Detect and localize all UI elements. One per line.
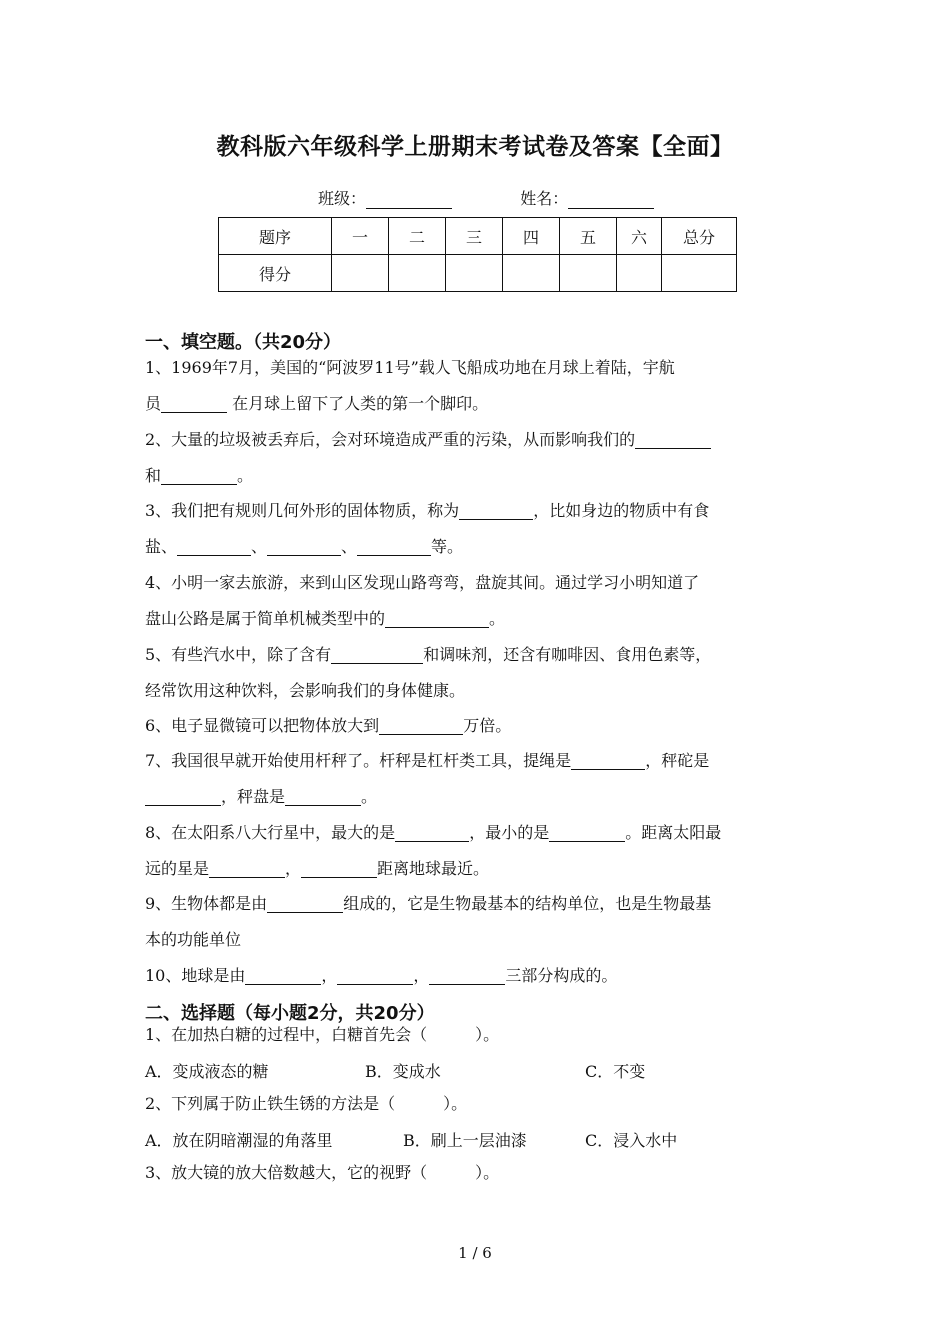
question-text: 员 <box>145 394 162 413</box>
question-1-5 <box>145 637 805 709</box>
question-text: ， <box>413 966 430 985</box>
question-text: 等。 <box>431 537 464 556</box>
question-text: 万倍。 <box>463 716 512 735</box>
question-text: ，秤盘是 <box>221 787 286 806</box>
row-label-cell: 得分 <box>219 255 332 292</box>
question-1-9 <box>145 886 805 958</box>
section-heading-multiple-choice: 二、选择题（每小题2分，共20分） <box>145 1003 435 1024</box>
question-text: ，秤砣是 <box>645 751 710 770</box>
score-cell[interactable] <box>389 255 446 292</box>
answer-blank[interactable] <box>429 964 505 985</box>
answer-blank[interactable] <box>459 499 533 520</box>
question-1-1 <box>145 350 805 422</box>
question-text: 10、地球是由 <box>145 966 246 985</box>
score-cell[interactable] <box>662 255 737 292</box>
question-text: 5、有些汽水中，除了含有 <box>145 645 332 664</box>
answer-blank[interactable] <box>635 428 711 449</box>
question-text: 在月球上留下了人类的第一个脚印。 <box>227 394 489 413</box>
question-text: 、 <box>341 537 358 556</box>
answer-blank[interactable] <box>357 535 431 556</box>
answer-blank[interactable] <box>337 964 413 985</box>
answer-blank[interactable] <box>571 749 645 770</box>
question-text: 距离地球最近。 <box>377 859 490 878</box>
score-cell[interactable] <box>617 255 662 292</box>
page-title: 教科版六年级科学上册期末考试卷及答案【全面】 <box>216 134 734 160</box>
question-text: 3、我们把有规则几何外形的固体物质，称为 <box>145 501 460 520</box>
header-cell: 总分 <box>662 218 737 255</box>
class-label: 班级： <box>318 189 367 208</box>
score-table-score-row <box>219 255 737 292</box>
question-2-2 <box>145 1086 805 1122</box>
header-cell: 六 <box>617 218 662 255</box>
question-text: 和调味剂，还含有咖啡因、食用色素等， <box>423 645 712 664</box>
question-text: 8、在太阳系八大行星中，最大的是 <box>145 823 396 842</box>
answer-blank[interactable] <box>379 714 463 735</box>
answer-blank[interactable] <box>177 535 251 556</box>
option-b[interactable]: B．刷上一层油漆 <box>403 1131 527 1150</box>
page-number: 1 / 6 <box>458 1244 492 1262</box>
student-info-row <box>318 186 654 209</box>
option-a[interactable]: A．放在阴暗潮湿的角落里 <box>145 1131 333 1150</box>
answer-blank[interactable] <box>145 785 221 806</box>
question-text: 9、生物体都是由 <box>145 894 268 913</box>
question-text: 2、大量的垃圾被丢弃后，会对环境造成严重的污染，从而影响我们的 <box>145 430 636 449</box>
option-c[interactable]: C．浸入水中 <box>585 1131 678 1150</box>
question-text: 2、下列属于防止铁生锈的方法是（ ）。 <box>145 1094 468 1113</box>
question-text: 。 <box>361 787 378 806</box>
question-1-10 <box>145 958 805 994</box>
question-text: 1、1969年7月，美国的“阿波罗11号”载人飞船成功地在月球上着陆，宇航 <box>145 358 675 377</box>
question-text: 盐、 <box>145 537 178 556</box>
question-text: 3、放大镜的放大倍数越大，它的视野（ ）。 <box>145 1163 500 1182</box>
option-c[interactable]: C．不变 <box>585 1062 646 1081</box>
question-text: 4、小明一家去旅游，来到山区发现山路弯弯，盘旋其间。通过学习小明知道了 <box>145 573 700 592</box>
class-blank[interactable] <box>366 190 452 209</box>
question-text: ， <box>321 966 338 985</box>
question-text: 6、电子显微镜可以把物体放大到 <box>145 716 380 735</box>
question-1-8 <box>145 815 805 887</box>
question-text: 。 <box>237 466 254 485</box>
answer-blank[interactable] <box>209 857 285 878</box>
question-1-7 <box>145 743 805 815</box>
answer-blank[interactable] <box>267 892 343 913</box>
answer-blank[interactable] <box>395 821 469 842</box>
name-blank[interactable] <box>568 190 654 209</box>
question-2-1 <box>145 1017 805 1053</box>
option-b[interactable]: B．变成水 <box>365 1062 441 1081</box>
answer-blank[interactable] <box>245 964 321 985</box>
answer-blank[interactable] <box>549 821 625 842</box>
question-1-3 <box>145 493 805 565</box>
section-heading-fill-in: 一、填空题。（共20分） <box>145 332 342 353</box>
score-table-header-row <box>219 218 737 255</box>
question-text: 。距离太阳最 <box>625 823 722 842</box>
question-text: ， <box>285 859 302 878</box>
header-cell: 五 <box>560 218 617 255</box>
answer-blank[interactable] <box>161 392 227 413</box>
question-2-3 <box>145 1155 805 1191</box>
answer-blank[interactable] <box>285 785 361 806</box>
question-text: ，最小的是 <box>469 823 550 842</box>
question-text: 1、在加热白糖的过程中，白糖首先会（ ）。 <box>145 1025 500 1044</box>
question-1-2 <box>145 422 805 494</box>
question-1-6 <box>145 708 805 744</box>
question-text: 远的星是 <box>145 859 210 878</box>
question-text: 、 <box>251 537 268 556</box>
question-text: ，比如身边的物质中有食 <box>533 501 710 520</box>
answer-blank[interactable] <box>301 857 377 878</box>
header-cell: 题序 <box>219 218 332 255</box>
score-cell[interactable] <box>446 255 503 292</box>
answer-blank[interactable] <box>267 535 341 556</box>
question-text: 三部分构成的。 <box>505 966 618 985</box>
question-text: 7、我国很早就开始使用杆秤了。杆秤是杠杆类工具，提绳是 <box>145 751 572 770</box>
question-text: 。 <box>489 609 506 628</box>
header-cell: 四 <box>503 218 560 255</box>
question-text: 盘山公路是属于简单机械类型中的 <box>145 609 386 628</box>
question-1-4 <box>145 565 805 637</box>
header-cell: 一 <box>332 218 389 255</box>
score-cell[interactable] <box>503 255 560 292</box>
answer-blank[interactable] <box>331 643 423 664</box>
header-cell: 二 <box>389 218 446 255</box>
header-cell: 三 <box>446 218 503 255</box>
name-label: 姓名： <box>520 189 569 208</box>
question-text: 组成的，它是生物最基本的结构单位，也是生物最基 <box>343 894 712 913</box>
score-cell[interactable] <box>560 255 617 292</box>
question-text: 和 <box>145 466 162 485</box>
score-cell[interactable] <box>332 255 389 292</box>
option-a[interactable]: A．变成液态的糖 <box>145 1062 269 1081</box>
question-text: 本的功能单位 <box>145 930 242 949</box>
answer-blank[interactable] <box>385 607 489 628</box>
answer-blank[interactable] <box>161 464 237 485</box>
question-text: 经常饮用这种饮料，会影响我们的身体健康。 <box>145 681 466 700</box>
score-table <box>218 217 737 292</box>
